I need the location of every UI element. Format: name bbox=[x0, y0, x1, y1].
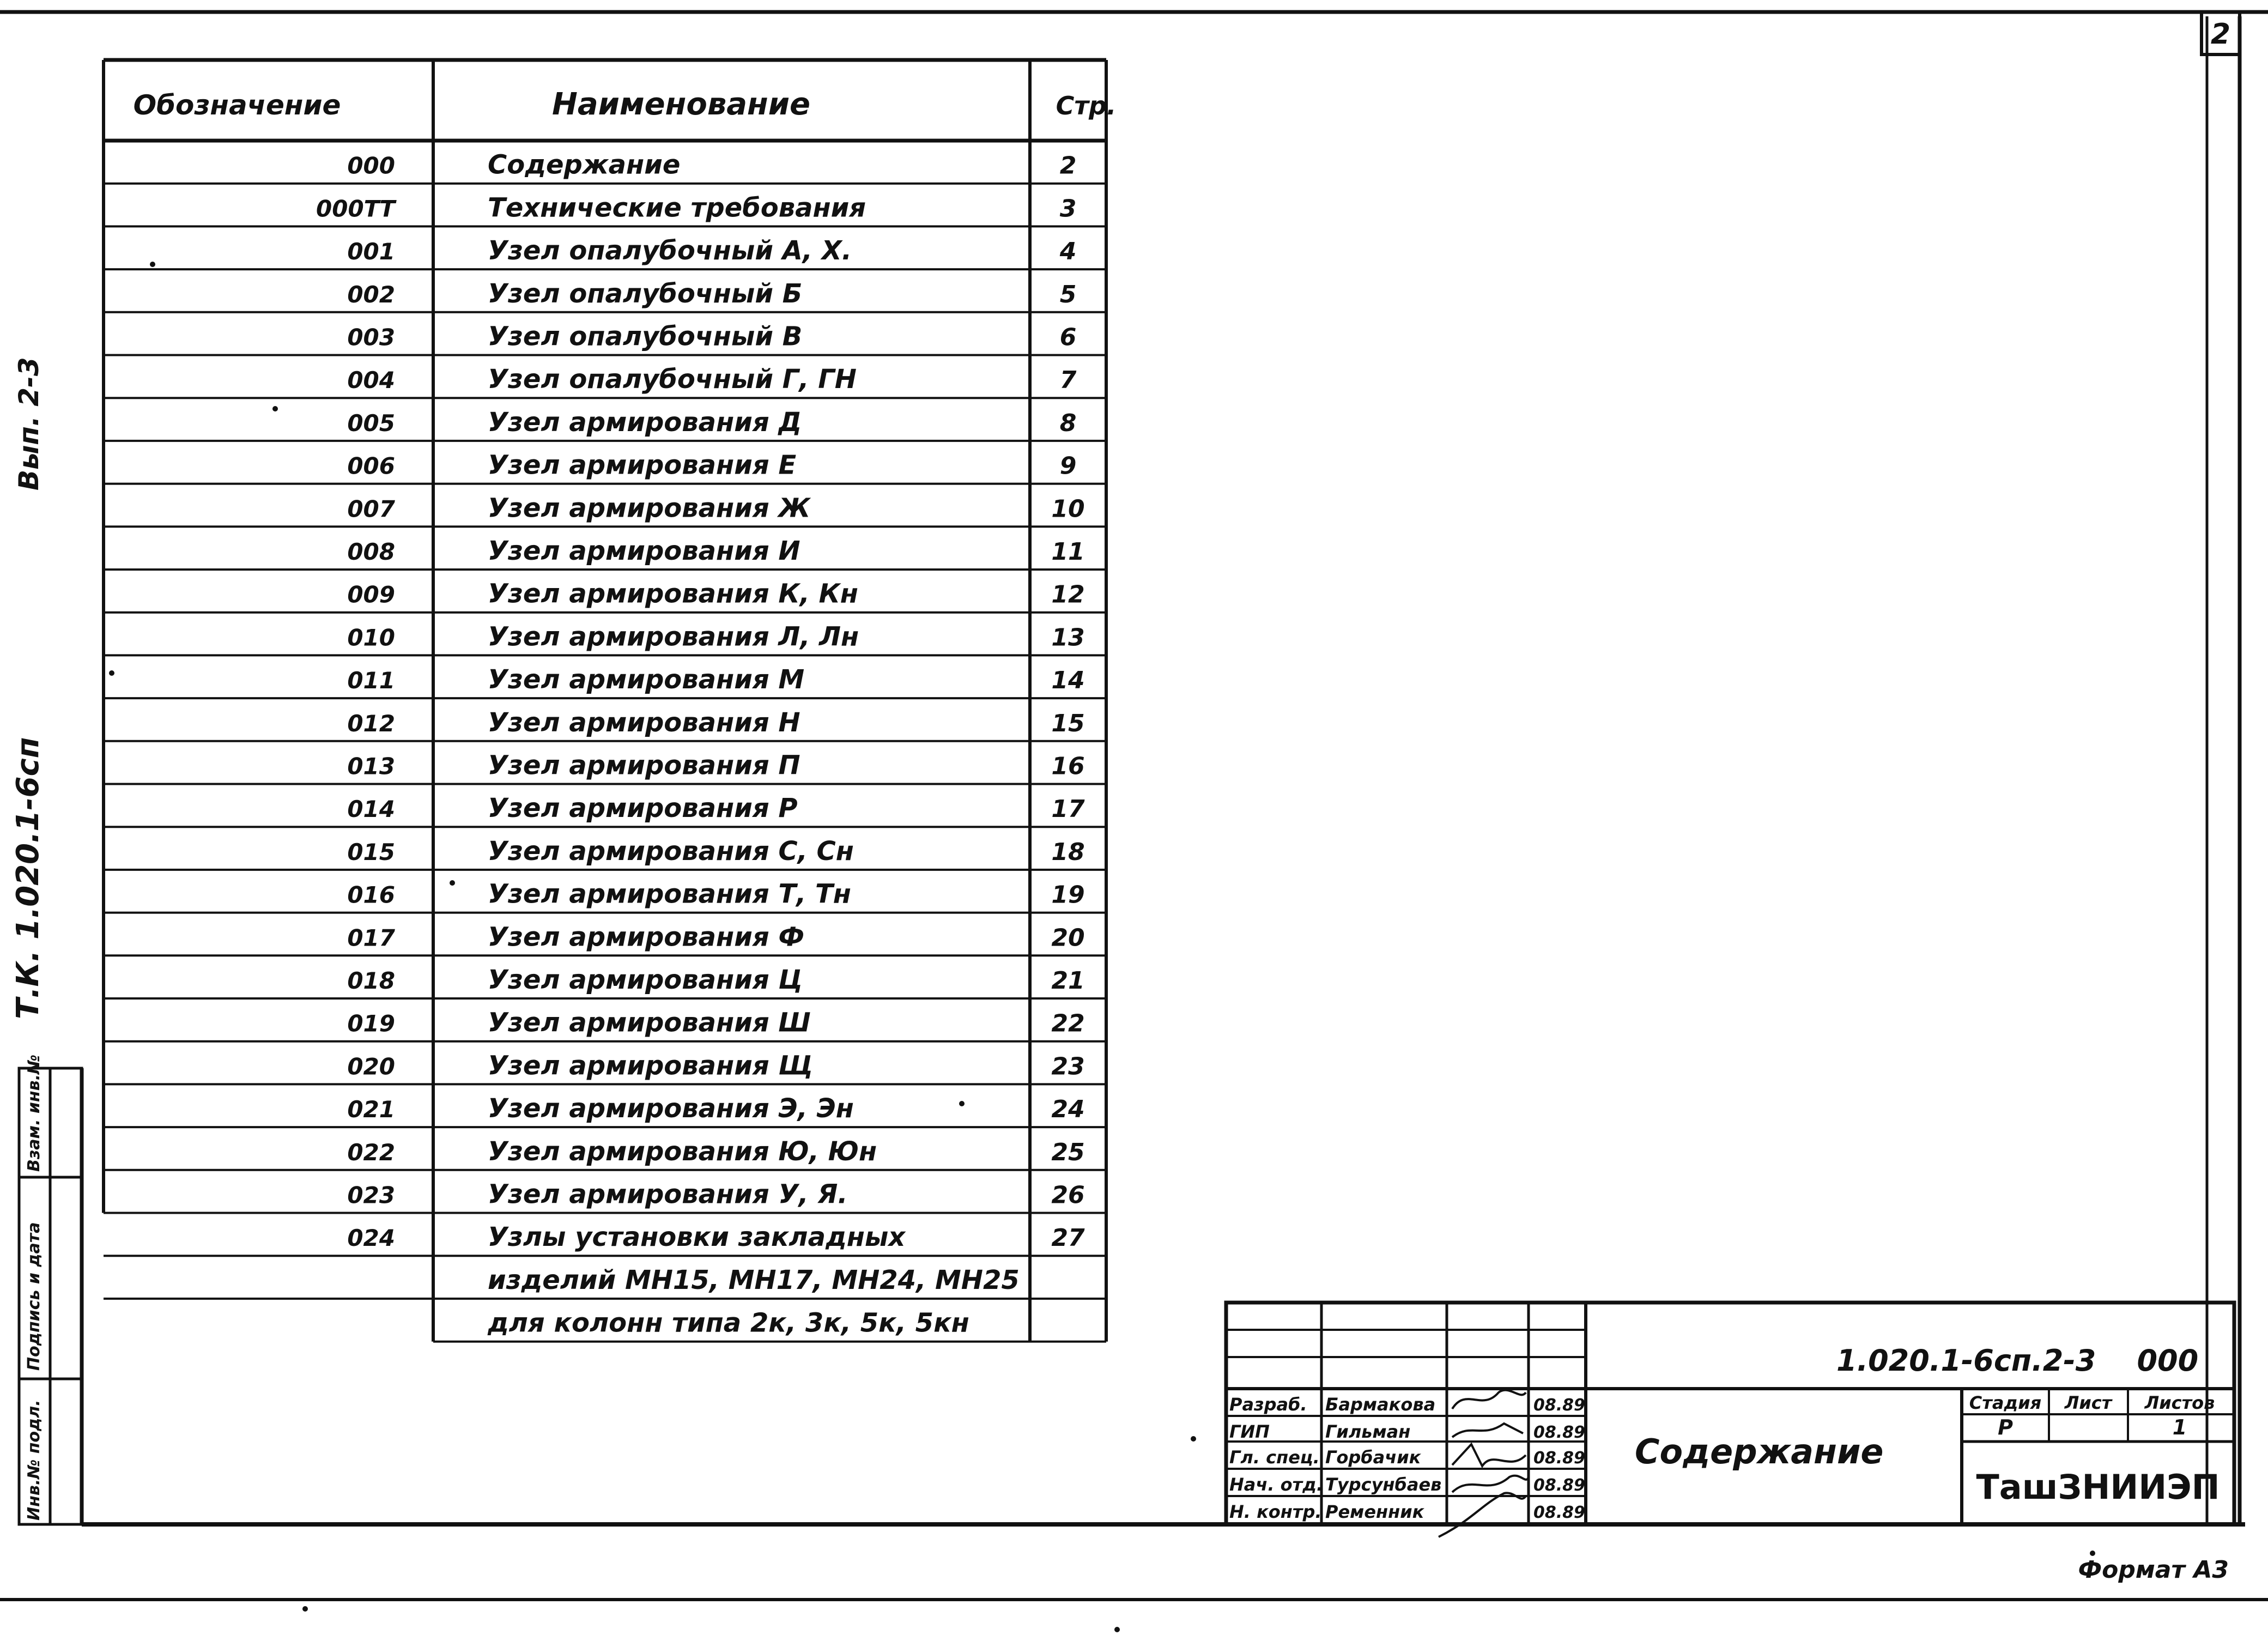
row-code: 017 bbox=[347, 924, 395, 952]
row-code: 018 bbox=[347, 967, 395, 994]
signatory-date: 08.89 bbox=[1533, 1423, 1585, 1442]
table-row bbox=[347, 922, 1084, 952]
row-page: 17 bbox=[1051, 795, 1085, 823]
series-label: Т.К. 1.020.1-6сп bbox=[10, 737, 46, 1019]
row-page: 19 bbox=[1051, 881, 1085, 909]
signatory-name: Турсунбаев bbox=[1325, 1474, 1442, 1495]
row-name: Узел армирования К, Кн bbox=[488, 578, 858, 609]
signatory-role: Гл. спец. bbox=[1229, 1447, 1320, 1468]
row-code: 002 bbox=[347, 281, 395, 308]
signatory-row bbox=[1229, 1501, 1585, 1522]
organization: ТашЗНИИЭП bbox=[1976, 1467, 2220, 1507]
row-name: Узел армирования У, Я. bbox=[488, 1179, 848, 1210]
table-row bbox=[347, 322, 1076, 352]
signatory-role: Н. контр. bbox=[1229, 1501, 1322, 1522]
stage-value: Р bbox=[1998, 1415, 2013, 1439]
signatory-date: 08.89 bbox=[1533, 1476, 1585, 1495]
row-name: Узел армирования Л, Лн bbox=[488, 621, 859, 652]
designation: 1.020.1-6сп.2-3 000 bbox=[1836, 1343, 2199, 1378]
table-row bbox=[347, 750, 1084, 781]
table-row bbox=[347, 965, 1084, 995]
row-code: 011 bbox=[347, 667, 395, 694]
table-row bbox=[487, 1308, 969, 1339]
row-name: Узел армирования Д bbox=[488, 407, 802, 438]
row-page: 11 bbox=[1051, 538, 1085, 566]
contents-table bbox=[104, 60, 1116, 1342]
table-row bbox=[347, 364, 1076, 395]
row-name: Технические требования bbox=[488, 192, 866, 223]
row-code: 000ТТ bbox=[316, 195, 395, 222]
row-code: 012 bbox=[347, 710, 395, 737]
table-row bbox=[347, 1093, 1084, 1124]
row-name: Узлы установки закладных bbox=[488, 1222, 906, 1253]
table-row bbox=[347, 707, 1084, 738]
row-page: 7 bbox=[1059, 366, 1077, 395]
row-name: Узел армирования С, Сн bbox=[488, 835, 854, 867]
stage-header: Стадия bbox=[1969, 1392, 2042, 1413]
row-name: Узел армирования М bbox=[488, 664, 805, 695]
row-code: 006 bbox=[347, 452, 395, 480]
row-page: 4 bbox=[1059, 238, 1077, 266]
row-page: 27 bbox=[1051, 1224, 1085, 1252]
row-code: 014 bbox=[347, 796, 395, 823]
row-code: 008 bbox=[347, 538, 395, 565]
row-page: 15 bbox=[1051, 709, 1085, 737]
row-name: Содержание bbox=[488, 149, 681, 180]
signatory-name: Гильман bbox=[1325, 1421, 1411, 1442]
row-page: 3 bbox=[1059, 195, 1077, 223]
row-name: Узел армирования Ю, Юн bbox=[488, 1136, 877, 1167]
row-page: 21 bbox=[1051, 967, 1085, 995]
table-row bbox=[347, 493, 1084, 523]
header-page: Стр. bbox=[1056, 91, 1117, 120]
row-code: 013 bbox=[347, 753, 395, 780]
row-page: 10 bbox=[1051, 495, 1085, 523]
row-name: Узел опалубочный Г, ГН bbox=[488, 364, 857, 395]
row-page: 9 bbox=[1059, 452, 1077, 480]
table-row bbox=[347, 1008, 1084, 1038]
table-row bbox=[488, 1265, 1020, 1295]
signatory-date: 08.89 bbox=[1533, 1449, 1585, 1468]
row-name: Узел армирования Р bbox=[488, 793, 798, 824]
row-page: 26 bbox=[1051, 1181, 1085, 1209]
issue-label: Вып. 2-3 bbox=[13, 357, 45, 491]
row-page: 23 bbox=[1051, 1052, 1085, 1081]
row-code: 000 bbox=[347, 152, 395, 179]
signatory-name: Бармакова bbox=[1325, 1394, 1436, 1415]
signatory-role: Нач. отд. bbox=[1229, 1474, 1324, 1495]
row-name: Узел армирования Ц bbox=[488, 965, 803, 995]
signatory-role: ГИП bbox=[1229, 1421, 1270, 1442]
signatory-row bbox=[1229, 1474, 1585, 1495]
row-name: Узел армирования Е bbox=[488, 450, 797, 481]
row-page: 13 bbox=[1051, 623, 1085, 652]
row-code: 009 bbox=[347, 581, 395, 608]
row-name: Узел армирования Ф bbox=[488, 922, 804, 953]
signatory-name: Горбачик bbox=[1325, 1447, 1421, 1468]
row-code: 021 bbox=[347, 1096, 395, 1123]
row-name: Узел армирования П bbox=[488, 750, 801, 781]
row-page: 8 bbox=[1059, 409, 1077, 437]
format-label: Формат А3 bbox=[2078, 1556, 2229, 1584]
row-page: 6 bbox=[1059, 323, 1077, 352]
sheet-header: Лист bbox=[2064, 1392, 2112, 1413]
row-page: 14 bbox=[1051, 667, 1085, 695]
row-code: 023 bbox=[347, 1182, 395, 1209]
row-page: 18 bbox=[1051, 838, 1085, 866]
margin-stamp-sign-date: Подпись и дата bbox=[25, 1222, 44, 1371]
table-row bbox=[347, 1050, 1084, 1081]
sheets-value: 1 bbox=[2172, 1415, 2187, 1439]
signatory-row bbox=[1229, 1421, 1585, 1442]
row-code: 010 bbox=[347, 624, 395, 651]
signatures bbox=[1439, 1390, 1529, 1537]
row-code: 004 bbox=[347, 367, 395, 394]
table-row bbox=[347, 1136, 1084, 1167]
row-name: Узел армирования Т, Тн bbox=[488, 879, 851, 910]
table-row bbox=[347, 536, 1084, 566]
table-row bbox=[347, 621, 1084, 652]
row-name: Узел армирования Ш bbox=[488, 1007, 811, 1038]
title-block bbox=[1226, 1303, 2234, 1537]
signatory-row bbox=[1229, 1447, 1585, 1468]
row-code: 007 bbox=[347, 495, 395, 523]
row-name: Узел опалубочный В bbox=[488, 321, 803, 352]
table-row bbox=[347, 793, 1085, 823]
row-name: Узел опалубочный А, Х. bbox=[488, 235, 852, 267]
row-name: Узел опалубочный Б bbox=[488, 278, 803, 309]
row-code: 005 bbox=[347, 409, 395, 437]
table-row bbox=[347, 278, 1076, 309]
row-name: Узел армирования Н bbox=[488, 707, 801, 738]
signatory-role: Разраб. bbox=[1229, 1394, 1307, 1415]
scan-specks bbox=[109, 262, 2095, 1632]
sheet-number: 2 bbox=[2210, 18, 2231, 51]
row-page: 25 bbox=[1051, 1138, 1085, 1166]
row-name: Узел армирования Щ bbox=[488, 1050, 813, 1081]
signatory-date: 08.89 bbox=[1533, 1396, 1585, 1415]
row-page: 16 bbox=[1051, 752, 1085, 780]
row-code: 022 bbox=[347, 1139, 395, 1166]
row-page: 12 bbox=[1051, 580, 1085, 609]
table-row bbox=[347, 1222, 1085, 1252]
row-code: 016 bbox=[347, 881, 395, 909]
row-name: Узел армирования И bbox=[488, 536, 801, 566]
row-code: 003 bbox=[347, 324, 395, 351]
signatory-date: 08.89 bbox=[1533, 1503, 1585, 1522]
row-code: 019 bbox=[347, 1010, 395, 1037]
table-row bbox=[347, 579, 1084, 609]
margin-stamp-replace: Взам. инв.№ bbox=[25, 1054, 44, 1172]
row-page: 22 bbox=[1051, 1009, 1085, 1038]
table-row bbox=[347, 664, 1084, 695]
row-name: для колонн типа 2к, 3к, 5к, 5кн bbox=[488, 1307, 969, 1339]
row-name: Узел армирования Ж bbox=[488, 493, 811, 524]
row-code: 001 bbox=[347, 238, 395, 265]
row-code: 024 bbox=[347, 1225, 395, 1252]
row-page: 20 bbox=[1051, 924, 1085, 952]
row-page: 2 bbox=[1059, 152, 1077, 180]
table-row bbox=[347, 1179, 1084, 1210]
signatory-row bbox=[1229, 1394, 1585, 1415]
row-name: Узел армирования Э, Эн bbox=[488, 1093, 854, 1124]
table-row bbox=[347, 879, 1084, 910]
sheets-header: Листов bbox=[2144, 1392, 2215, 1413]
document-title: Содержание bbox=[1635, 1432, 1884, 1472]
row-page: 5 bbox=[1059, 280, 1077, 308]
table-row bbox=[347, 836, 1084, 867]
row-name: изделий МН15, МН17, МН24, МН25 bbox=[488, 1264, 1020, 1295]
table-row bbox=[347, 235, 1076, 266]
row-code: 015 bbox=[347, 838, 395, 865]
table-row bbox=[316, 192, 1076, 223]
table-row bbox=[347, 407, 1076, 438]
table-row bbox=[347, 150, 1076, 180]
header-name: Наименование bbox=[552, 87, 810, 122]
row-page: 24 bbox=[1051, 1095, 1085, 1124]
signatory-name: Ременник bbox=[1325, 1501, 1424, 1522]
margin-stamp-inv: Инв.№ подл. bbox=[25, 1400, 44, 1521]
table-row bbox=[347, 450, 1076, 481]
row-code: 020 bbox=[347, 1053, 395, 1080]
header-code: Обозначение bbox=[133, 89, 341, 121]
